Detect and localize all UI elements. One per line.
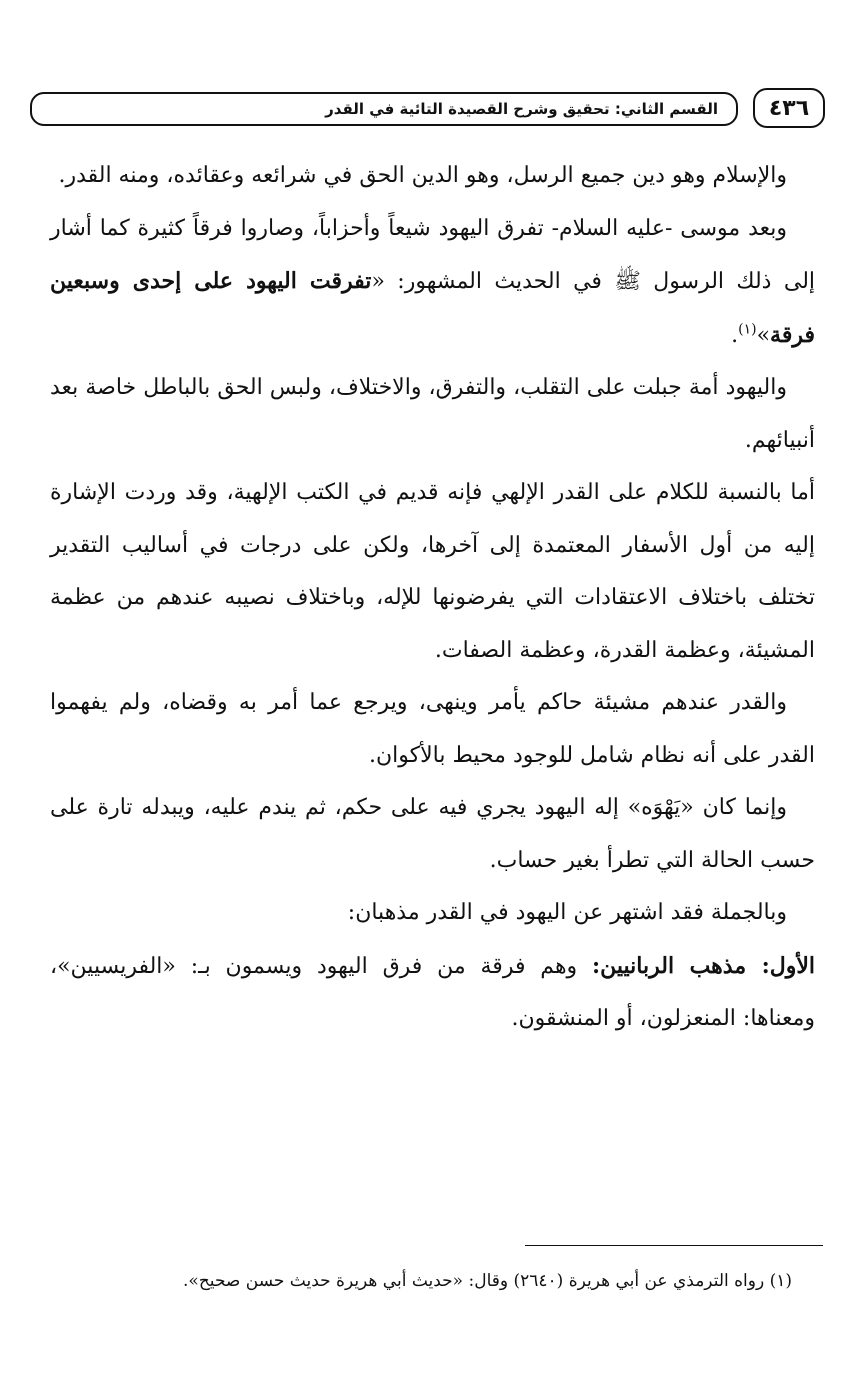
footnote-divider <box>525 1245 823 1246</box>
running-title: القسم الثاني: تحقيق وشرح القصيدة التائية في القدر <box>325 100 718 118</box>
running-title-frame <box>30 92 738 126</box>
hadith-quote: تفرقت اليهود على إحدى وسبعين فرقة <box>50 268 815 348</box>
footnote: (١) رواه الترمذي عن أبي هريرة (٢٦٤٠) وقال: «حديث أبي هريرة حديث حسن صحيح». <box>183 1271 792 1291</box>
page-header <box>30 88 825 134</box>
paragraph-6: وإنما كان «يَهْوَه» إله اليهود يجري فيه على حكم، ثم يندم عليه، ويبدله تارة على حسب الحالة التي تطرأ بغير حساب. <box>50 795 815 873</box>
paragraph-2-end: . <box>731 322 739 348</box>
paragraph-5: والقدر عندهم مشيئة حاكم يأمر وينهى، ويرجع عما أمر به وقضاه، ولم يفهموا القدر على أنه نظام شامل للوجود محيط بالأكوان. <box>50 690 815 768</box>
page-number: ٤٣٦ <box>768 95 810 121</box>
paragraph-4: أما بالنسبة للكلام على القدر الإلهي فإنه قديم في الكتب الإلهية، وقد وردت الإشارة إليه من أول الأسفار المعتمدة إلى آخرها، ولكن على درجات في أساليب التقدير تختلف باختلاف الاعتقادات التي يفرضونها للإله، وباختلاف نصيبه عندهم من عظمة المشيئة، وعظمة القدرة، وعظمة الصفات. <box>50 480 815 663</box>
paragraph-2-lead: وبعد موسى -عليه السلام- تفرق اليهود شيعاً وأحزاباً، وصاروا فرقاً كثيرة كما أشار إلى ذلك الرسول ﷺ في الحديث المشهور: « <box>50 215 816 294</box>
quote-close: » <box>756 322 771 348</box>
first-school-label: الأول: مذهب الربانيين: <box>592 952 815 979</box>
paragraph-1: والإسلام وهو دين جميع الرسل، وهو الدين الحق في شرائعه وعقائده، ومنه القدر. <box>58 163 787 188</box>
paragraph-3: واليهود أمة جبلت على التقلب، والتفرق، والاختلاف، ولبس الحق بالباطل خاصة بعد أنبيائهم. <box>50 375 815 453</box>
page-number-frame <box>753 88 825 128</box>
paragraph-7: وبالجملة فقد اشتهر عن اليهود في القدر مذهبان: <box>347 900 787 925</box>
first-school-text: وهم فرقة من فرق اليهود ويسمون بـ: «الفريسيين»، ومعناها: المنعزلون، أو المنشقون. <box>50 953 815 1031</box>
body-text <box>50 150 815 1046</box>
paragraph-2 <box>50 203 815 363</box>
paragraph-8 <box>50 940 815 1046</box>
footnote-reference[interactable]: (١) <box>738 321 757 338</box>
